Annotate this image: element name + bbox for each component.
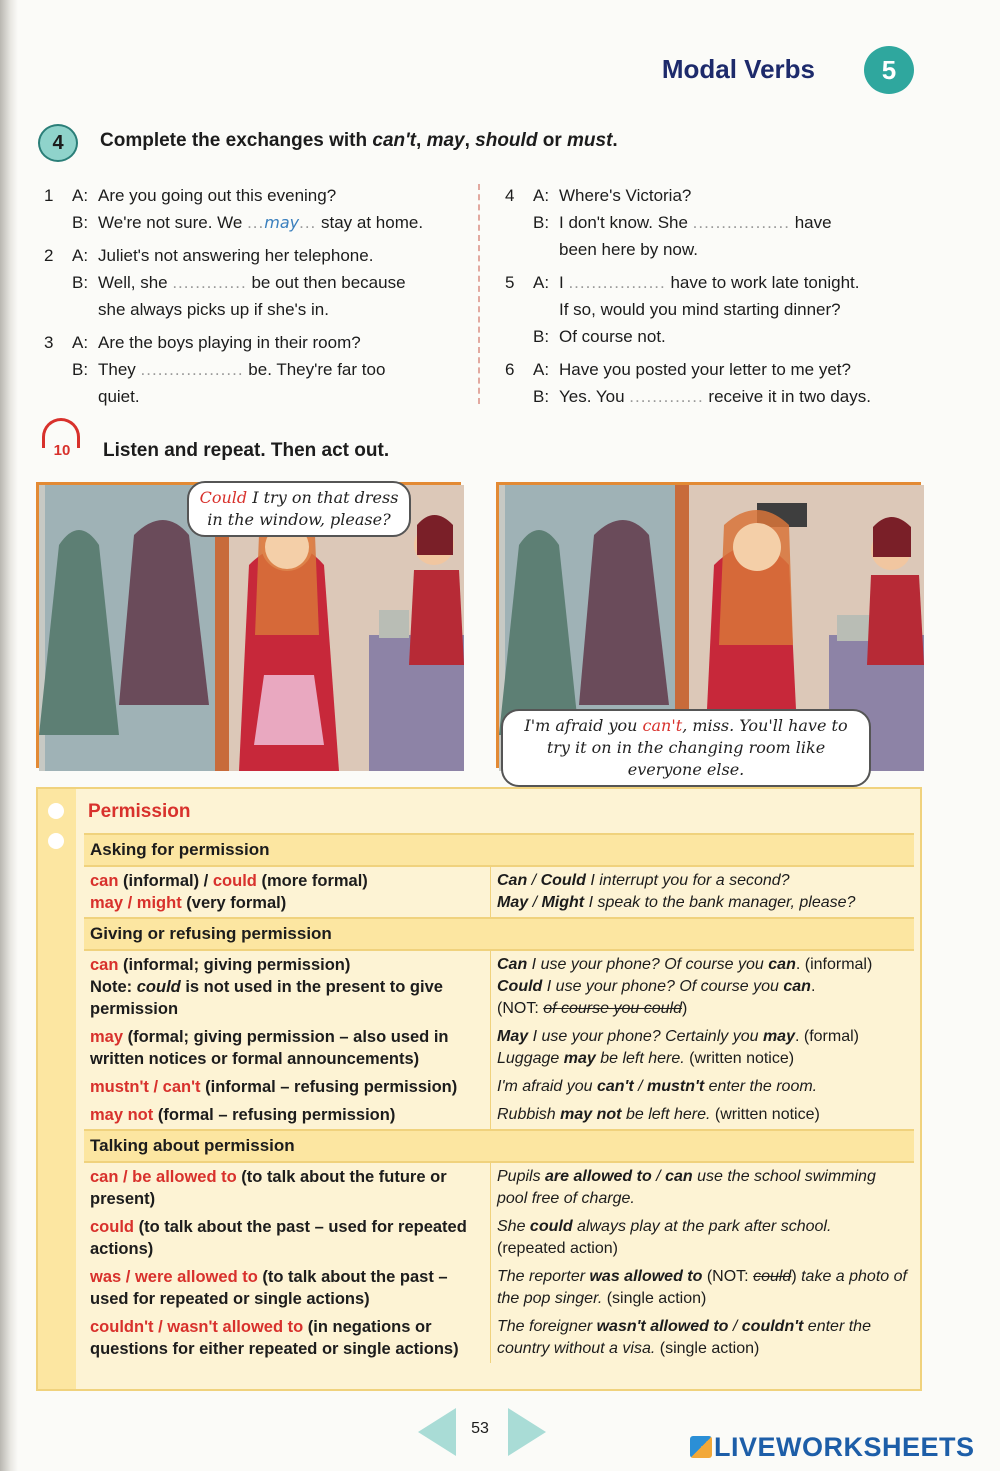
- keyword: mustn't / can't: [90, 1078, 201, 1096]
- keyword: can: [90, 872, 119, 890]
- example-keyword: couldn't: [741, 1318, 804, 1335]
- book-spine-shadow: [0, 0, 18, 1471]
- text-before-gap: They: [98, 360, 141, 379]
- grammar-rule: [84, 1163, 491, 1213]
- example-keyword: mustn't: [647, 1078, 705, 1095]
- note-text: (informal): [800, 956, 873, 973]
- exercise-line: [44, 242, 464, 269]
- item-number: 5: [505, 273, 515, 292]
- comic-panel-1: [36, 482, 461, 768]
- speaker-label: B:: [72, 213, 89, 232]
- example-keyword: Could: [540, 872, 586, 889]
- grammar-rule: [84, 1101, 491, 1129]
- instruction-part: should: [475, 130, 538, 151]
- line-text: Are the boys playing in their room?: [98, 333, 361, 352]
- grammar-example: [491, 1023, 914, 1073]
- item-number: 1: [44, 186, 54, 205]
- grammar-section-title: Asking for permission: [84, 835, 914, 867]
- speaker-label: [533, 236, 559, 263]
- grammar-row: [84, 1023, 914, 1073]
- example-text: use the school swimming pool free of charge.: [497, 1168, 876, 1207]
- exercise-line: [44, 209, 464, 236]
- text-before-gap: Yes. You: [559, 387, 630, 406]
- text-after-gap: have: [789, 213, 832, 232]
- example-text: She: [497, 1218, 530, 1235]
- example-text: /: [528, 894, 542, 911]
- liveworksheets-logo-icon: [690, 1436, 712, 1458]
- exercise-instruction: [100, 130, 618, 152]
- grammar-rule: [84, 1263, 491, 1313]
- instruction-part: must: [567, 130, 613, 151]
- example-text: be left here.: [621, 1106, 711, 1123]
- page-prev-arrow: [418, 1408, 456, 1456]
- speaker-label: A:: [72, 333, 89, 352]
- example-text: be left here.: [595, 1050, 685, 1067]
- exercise-line: [505, 182, 925, 209]
- exercise-line: [44, 329, 464, 356]
- note-text: (written notice): [710, 1106, 820, 1123]
- answer-blank[interactable]: [141, 360, 244, 379]
- watermark: [690, 1432, 975, 1463]
- instruction-part: Complete the exchanges with: [100, 130, 373, 151]
- exercise-line: [44, 269, 464, 296]
- example-text: Luggage: [497, 1050, 564, 1067]
- example-keyword: Could: [497, 978, 543, 995]
- example-keyword: can: [783, 978, 811, 995]
- gap-dots: ...: [299, 213, 317, 232]
- text-before-gap: We're not sure. We: [98, 213, 248, 232]
- incorrect-form: could: [753, 1268, 792, 1285]
- speaker-label: [533, 296, 559, 323]
- grammar-rule: [84, 1073, 491, 1101]
- bubble-text: I try on that dress in the window, please?: [207, 488, 399, 529]
- instruction-part: may: [426, 130, 465, 151]
- item-number: 3: [44, 333, 54, 352]
- exercise-line: [505, 296, 925, 323]
- exercise-line: [505, 236, 925, 263]
- unit-title: Modal Verbs: [661, 54, 815, 84]
- line-text: Of course not.: [559, 327, 666, 346]
- unit-number-badge: 5: [864, 46, 914, 94]
- note-text: ): [791, 1268, 797, 1285]
- grammar-example: [491, 1313, 914, 1363]
- example-keyword: wasn't allowed to: [596, 1318, 729, 1335]
- exercise-column-left: [44, 182, 464, 410]
- instruction-part: .: [612, 130, 618, 151]
- bullet-dot: [48, 833, 64, 849]
- grammar-heading: Permission: [88, 801, 191, 822]
- grammar-row: [84, 1213, 914, 1263]
- grammar-example: [491, 1163, 914, 1213]
- grammar-row: [84, 1263, 914, 1313]
- line-text: Juliet's not answering her telephone.: [98, 246, 374, 265]
- example-text: I use your phone? Of course you: [527, 956, 769, 973]
- example-keyword: Might: [541, 894, 585, 911]
- example-text: /: [651, 1168, 666, 1185]
- note-text: (repeated action): [497, 1240, 618, 1257]
- line-text: Where's Victoria?: [559, 186, 692, 205]
- exercise-line: [44, 182, 464, 209]
- explanation: (informal – refusing permission): [200, 1078, 458, 1096]
- text-after-gap: receive it in two days.: [703, 387, 871, 406]
- line-text: [98, 209, 464, 236]
- example-keyword: may: [762, 1028, 795, 1045]
- page-next-arrow: [508, 1408, 546, 1456]
- grammar-box-permission: [36, 787, 922, 1391]
- explanation: (to talk about the past – used for repeated actions): [90, 1218, 467, 1258]
- explanation: (very formal): [181, 894, 287, 912]
- line-text: been here by now.: [559, 240, 698, 259]
- grammar-rule: [84, 1023, 491, 1073]
- grammar-section-title: Giving or refusing permission: [84, 917, 914, 951]
- listen-instruction: Listen and repeat. Then act out.: [103, 440, 390, 461]
- gap-dots: .................: [692, 213, 790, 232]
- bubble-highlight: can't: [642, 716, 683, 735]
- example-text: I use your phone? Certainly you: [528, 1028, 763, 1045]
- speech-bubble-customer: [187, 481, 411, 537]
- keyword: couldn't / wasn't allowed to: [90, 1318, 304, 1336]
- example-text: enter the country without a visa.: [497, 1318, 871, 1357]
- incorrect-form: of course you could: [543, 1000, 682, 1017]
- note-text: .: [795, 956, 801, 973]
- explanation: (informal; giving permission): [118, 956, 351, 974]
- example-text: I speak to the bank manager, please?: [584, 894, 856, 911]
- grammar-example: [491, 1213, 914, 1263]
- headphones-icon[interactable]: [36, 418, 88, 466]
- explanation: (formal – refusing permission): [153, 1106, 396, 1124]
- text-after-gap: be out then because: [246, 273, 406, 292]
- note-text: (formal): [799, 1028, 859, 1045]
- example-keyword: Can: [497, 956, 528, 973]
- grammar-row: [84, 1073, 914, 1101]
- explanation: (informal) /: [118, 872, 213, 890]
- example-text: I use your phone? Of course you: [542, 978, 784, 995]
- comic-panel-2: [496, 482, 921, 779]
- example-text: /: [633, 1078, 648, 1095]
- gap-dots: ..................: [140, 360, 244, 379]
- example-text: /: [728, 1318, 742, 1335]
- exercise-line: [44, 383, 464, 410]
- note-text: (written notice): [684, 1050, 795, 1067]
- line-text: If so, would you mind starting dinner?: [559, 300, 841, 319]
- speaker-label: A:: [72, 246, 89, 265]
- text-before-gap: Well, she: [98, 273, 173, 292]
- text-after-gap: be. They're far too: [243, 360, 386, 379]
- bubble-text-end: , miss. You'll have to try it on in the changing room like everyone else.: [546, 716, 848, 779]
- example-keyword: May: [497, 894, 529, 911]
- page-number: 53: [471, 1420, 489, 1437]
- instruction-part: or: [537, 130, 567, 151]
- grammar-rule: [84, 867, 491, 917]
- explanation: Note:: [90, 978, 137, 996]
- line-text: [98, 269, 464, 296]
- explanation: (formal; giving permission – also used in written notices or formal announcements): [90, 1028, 449, 1068]
- grammar-example: [491, 1073, 914, 1101]
- gap-dots: .................: [568, 273, 666, 292]
- exercise-line: [505, 269, 925, 296]
- example-keyword: can: [665, 1168, 693, 1185]
- example-text: /: [527, 872, 541, 889]
- keyword: can: [90, 956, 119, 974]
- example-text: Pupils: [497, 1168, 546, 1185]
- example-keyword: can: [768, 956, 796, 973]
- line-text: [559, 269, 925, 296]
- speaker-label: [72, 383, 98, 410]
- instruction-part: can't: [372, 130, 416, 151]
- example-text: enter the room.: [704, 1078, 818, 1095]
- explanation: (in negations or questions for either repeated or single actions): [90, 1318, 459, 1358]
- grammar-rule: [84, 951, 491, 1023]
- note-text: (NOT:: [702, 1268, 754, 1285]
- answer-blank[interactable]: [172, 273, 246, 292]
- example-keyword: was allowed to: [589, 1268, 703, 1285]
- line-text: [559, 209, 925, 236]
- gap-dots: .............: [629, 387, 704, 406]
- exercise-column-right: [505, 182, 925, 410]
- exercise-number-badge: 4: [38, 124, 78, 162]
- note-text: (single action): [655, 1340, 760, 1357]
- note-text: .: [810, 978, 816, 995]
- answer-blank[interactable]: [568, 273, 665, 292]
- example-text: The reporter: [497, 1268, 590, 1285]
- keyword: may / might: [90, 894, 182, 912]
- speech-bubble-shop-assistant: [501, 709, 871, 787]
- column-divider: [478, 184, 480, 404]
- keyword: could: [90, 1218, 134, 1236]
- bubble-highlight: Could: [199, 488, 248, 507]
- grammar-example: [491, 1101, 914, 1129]
- example-keyword: can't: [596, 1078, 634, 1095]
- answer-blank[interactable]: [629, 387, 703, 406]
- grammar-row: [84, 951, 914, 1023]
- grammar-rule: [84, 1313, 491, 1363]
- keyword: was / were allowed to: [90, 1268, 258, 1286]
- text-after-gap: have to work late tonight.: [665, 273, 860, 292]
- explanation: (to talk about the future or present): [90, 1168, 447, 1208]
- exercise-line: [505, 383, 925, 410]
- bullet-dot: [48, 803, 64, 819]
- grammar-section-title: Talking about permission: [84, 1129, 914, 1163]
- instruction-part: ,: [416, 130, 427, 151]
- exercise-line: [44, 296, 464, 323]
- example-text: always play at the park after school.: [572, 1218, 832, 1235]
- note-text: (single action): [602, 1290, 707, 1307]
- exercise-line: [505, 356, 925, 383]
- item-number: 4: [505, 186, 515, 205]
- grammar-row: [84, 1163, 914, 1213]
- line-text: she always picks up if she's in.: [98, 300, 329, 319]
- explanation: is not used in the present to give permission: [90, 978, 443, 1018]
- example-text: I'm afraid you: [497, 1078, 597, 1095]
- text-before-gap: I don't know. She: [559, 213, 693, 232]
- speaker-label: B:: [533, 213, 550, 232]
- grammar-example: [491, 951, 914, 1023]
- grammar-rule: [84, 1213, 491, 1263]
- exercise-line: [44, 356, 464, 383]
- speaker-label: B:: [533, 387, 550, 406]
- answer-blank[interactable]: [693, 213, 790, 232]
- grammar-row: [84, 1101, 914, 1129]
- text-before-gap: I: [559, 273, 569, 292]
- speaker-label: B:: [72, 360, 89, 379]
- line-text: [559, 383, 925, 410]
- gap-dots: ...: [247, 213, 265, 232]
- example-text: I interrupt you for a second?: [585, 872, 790, 889]
- line-text: quiet.: [98, 387, 140, 406]
- speaker-label: A:: [72, 186, 89, 205]
- line-text: Have you posted your letter to me yet?: [559, 360, 851, 379]
- example-keyword: may: [563, 1050, 596, 1067]
- example-text: take a photo of the pop singer.: [497, 1268, 907, 1307]
- note-text: (NOT:: [497, 1000, 544, 1017]
- speaker-label: [72, 296, 98, 323]
- exercise-line: [505, 209, 925, 236]
- item-number: 6: [505, 360, 515, 379]
- instruction-part: ,: [464, 130, 476, 151]
- note-text: ): [681, 1000, 688, 1017]
- keyword: can / be allowed to: [90, 1168, 237, 1186]
- keyword: may: [90, 1028, 124, 1046]
- audio-track-number: 10: [53, 442, 71, 459]
- example-keyword: are allowed to: [545, 1168, 652, 1185]
- example-keyword: May: [497, 1028, 529, 1045]
- grammar-row: [84, 867, 914, 917]
- bubble-text-start: I'm afraid you: [524, 716, 643, 735]
- example-text: Rubbish: [497, 1106, 561, 1123]
- example-answer: may: [264, 213, 300, 232]
- grammar-box-strip: [38, 789, 76, 1389]
- example-keyword: Can: [497, 872, 528, 889]
- grammar-example: [491, 1263, 914, 1313]
- gap-dots: .............: [172, 273, 247, 292]
- exercise-line: [505, 323, 925, 350]
- speaker-label: A:: [533, 360, 550, 379]
- line-text: Are you going out this evening?: [98, 186, 337, 205]
- answer-blank[interactable]: [247, 213, 316, 232]
- example-keyword: could: [529, 1218, 573, 1235]
- line-text: [98, 356, 464, 383]
- speaker-label: A:: [533, 273, 550, 292]
- grammar-example: [491, 867, 914, 917]
- example-keyword: could: [136, 978, 181, 996]
- grammar-row: [84, 1313, 914, 1363]
- item-number: 2: [44, 246, 54, 265]
- speaker-label: B:: [533, 327, 550, 346]
- note-text: .: [794, 1028, 800, 1045]
- watermark-text: LIVEWORKSHEETS: [714, 1432, 975, 1462]
- speaker-label: A:: [533, 186, 550, 205]
- speaker-label: B:: [72, 273, 89, 292]
- example-keyword: may not: [560, 1106, 622, 1123]
- grammar-table: [84, 833, 914, 1363]
- text-after-gap: stay at home.: [316, 213, 424, 232]
- example-text: The foreigner: [497, 1318, 597, 1335]
- keyword: could: [212, 872, 257, 890]
- keyword: may not: [90, 1106, 154, 1124]
- explanation: (more formal): [256, 872, 368, 890]
- explanation: (to talk about the past – used for repeated or single actions): [90, 1268, 448, 1308]
